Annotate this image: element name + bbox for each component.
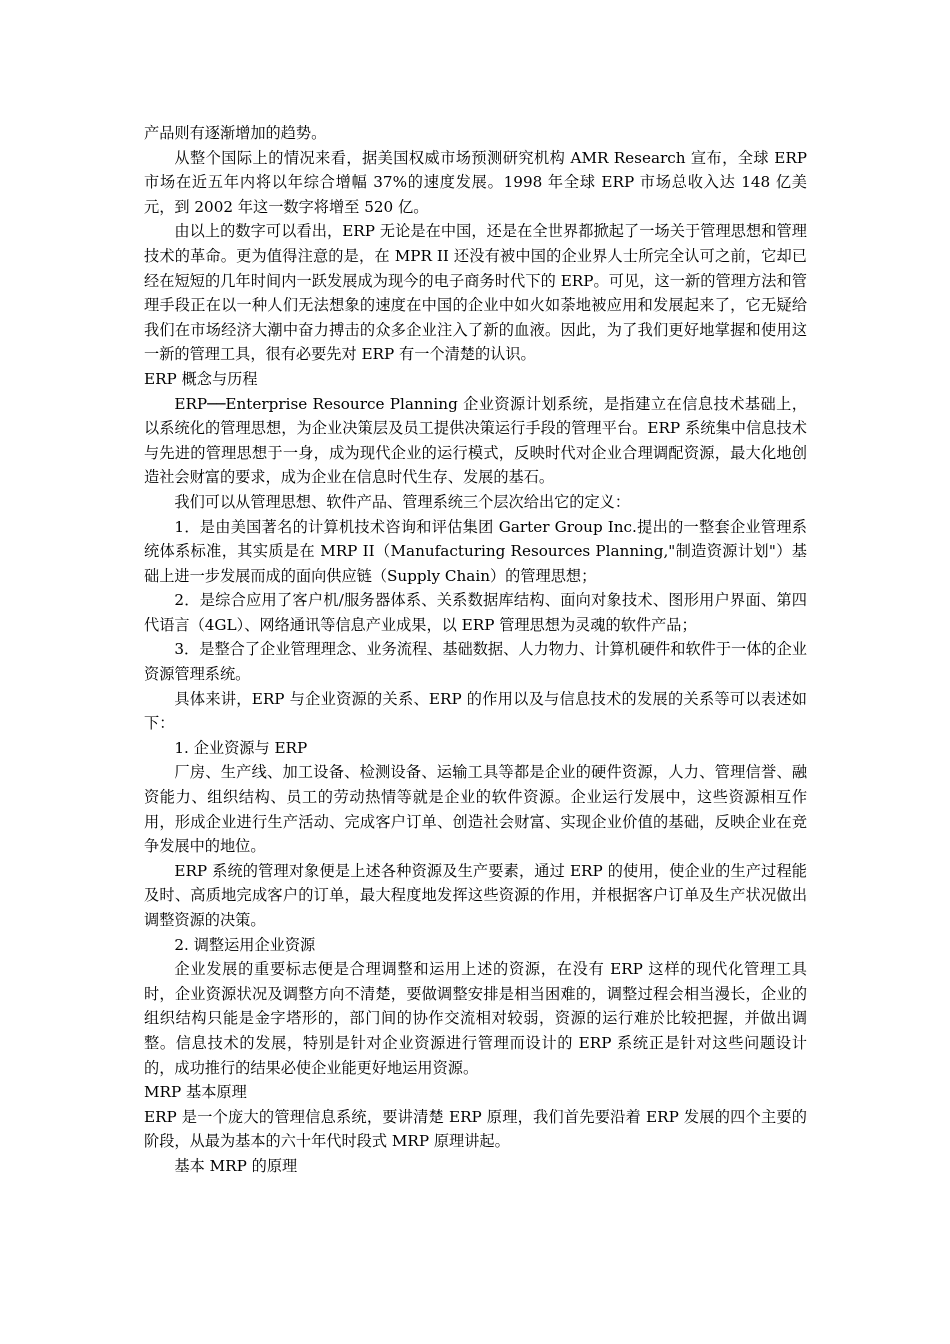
- paragraph-resources: 厂房、生产线、加工设备、检测设备、运输工具等都是企业的硬件资源，人力、管理信誉、融资能力、组织结构、员工的劳动热情等就是企业的软件资源。企业运行发展中，这些资源相互作用，形成企业进行生产活动、完成客户订单、创造社会财富、实现企业价值的基础，反映企业在竞争发展中的地位。: [144, 763, 807, 856]
- subheading-basic-mrp: 基本 MRP 的原理: [174, 1156, 298, 1175]
- subheading-adjust-resources: 2. 调整运用企业资源: [174, 935, 316, 954]
- paragraph-erp-definition: ERP──Enterprise Resource Planning 企业资源计划系统，是指建立在信息技术基础上，以系统化的管理思想，为企业决策层及员工提供决策运行手段的管理平台。ERP 系统集中信息技术与先进的管理思想于一身，成为现代企业的运行模式，反映时代对企业合理调配资源，最大化地创造社会财富的要求，成为企业在信息时代生存、发展的基石。: [144, 394, 807, 487]
- section-heading-mrp-principle: MRP 基本原理: [144, 1083, 247, 1102]
- subheading-enterprise-resources: 1. 企业资源与 ERP: [174, 738, 308, 757]
- paragraph-erp-market-growth: 从整个国际上的情况来看，据美国权威市场预测研究机构 AMR Research 宣布，全球 ERP 市场在近五年内将以年综合增幅 37%的速度发展。1998 年全球 ERP 市场总收入达 148 亿美元，到 2002 年这一数字将增至 520 亿。: [144, 148, 807, 216]
- section-heading-erp-concept: ERP 概念与历程: [144, 369, 258, 388]
- paragraph-three-levels: 我们可以从管理思想、软件产品、管理系统三个层次给出它的定义：: [174, 492, 631, 511]
- list-item-2: 2．是综合应用了客户机/服务器体系、关系数据库结构、面向对象技术、图形用户界面、第四代语言（4GL）、网络通讯等信息产业成果，以 ERP 管理思想为灵魂的软件产品；: [144, 591, 807, 634]
- document-page: [144, 121, 807, 1179]
- paragraph-specifics: 具体来讲，ERP 与企业资源的关系、ERP 的作用以及与信息技术的发展的关系等可以表述如下：: [144, 689, 807, 733]
- list-item-3: 3．是整合了企业管理理念、业务流程、基础数据、人力物力、计算机硬件和软件于一体的企业资源管理系统。: [144, 640, 807, 684]
- paragraph-erp-system-overview: ERP 是一个庞大的管理信息系统，要讲清楚 ERP 原理，我们首先要沿着 ERP 发展的四个主要的阶段，从最为基本的六十年代时段式 MRP 原理讲起。: [144, 1107, 807, 1151]
- paragraph-continuation: 产品则有逐渐增加的趋势。: [144, 124, 327, 142]
- paragraph-erp-management-objects: ERP 系统的管理对象便是上述各种资源及生产要素，通过 ERP 的使用，使企业的生产过程能及时、高质地完成客户的订单，最大程度地发挥这些资源的作用，并根据客户订单及生产状况做出调整资源的决策。: [144, 861, 807, 929]
- list-item-1: 1．是由美国著名的计算机技术咨询和评估集团 Garter Group Inc.提出的一整套企业管理系统体系标准，其实质是在 MRP II（Manufacturing Resources Planning,"制造资源计划"）基础上进一步发展而成的面向供应链（Supply Chain）的管理思想；: [144, 517, 807, 585]
- paragraph-adjust-resources: 企业发展的重要标志便是合理调整和运用上述的资源，在没有 ERP 这样的现代化管理工具时，企业资源状况及调整方向不清楚，要做调整安排是相当困难的，调整过程会相当漫长，企业的组织结构只能是金字塔形的，部门间的协作交流相对较弱，资源的运行难於比较把握，并做出调整。信息技术的发展，特别是针对企业资源进行管理而设计的 ERP 系统正是针对这些问题设计的，成功推行的结果必使企业能更好地运用资源。: [144, 960, 807, 1077]
- paragraph-erp-revolution: 由以上的数字可以看出，ERP 无论是在中国，还是在全世界都掀起了一场关于管理思想和管理技术的革命。更为值得注意的是，在 MPR II 还没有被中国的企业界人士所完全认可之前，它却已经在短短的几年时间内一跃发展成为现今的电子商务时代下的 ERP。可见，这一新的管理方法和管理手段正在以一种人们无法想象的速度在中国的企业中如火如荼地被应用和发展起来了，它无疑给我们在市场经济大潮中奋力搏击的众多企业注入了新的血液。因此，为了我们更好地掌握和使用这一新的管理工具，很有必要先对 ERP 有一个清楚的认识。: [144, 222, 807, 364]
